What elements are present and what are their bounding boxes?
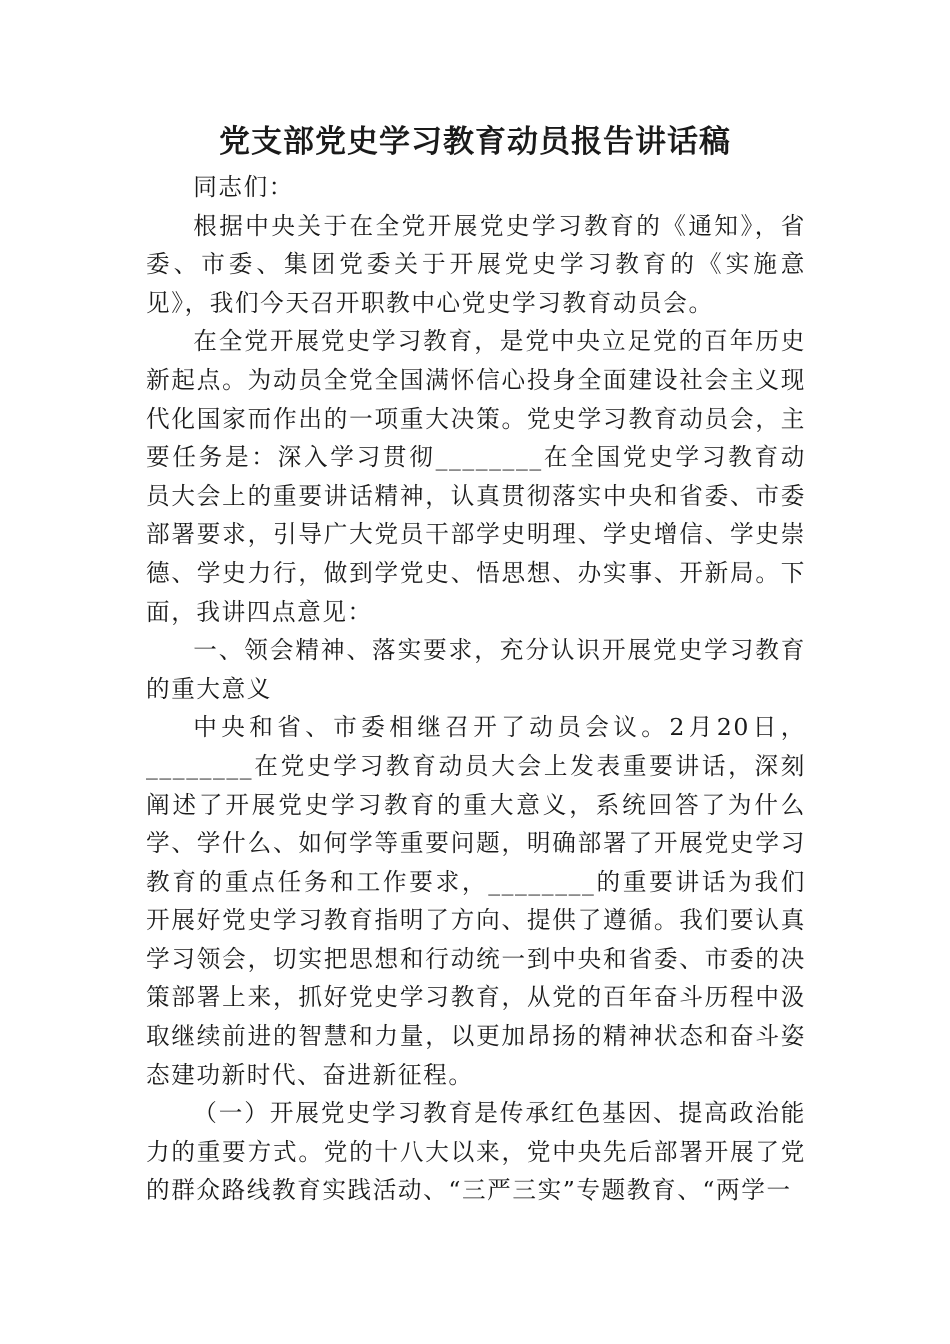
paragraph-subsection-1: （一）开展党史学习教育是传承红色基因、提高政治能力的重要方式。党的十八大以来，党中央先后部署开展了党的群众路线教育实践活动、“三严三实”专题教育、“两学一 bbox=[146, 1099, 806, 1205]
document-title: 党支部党史学习教育动员报告讲话稿 bbox=[219, 124, 731, 160]
section-heading-1: 一、领会精神、落实要求，充分认识开展党史学习教育的重大意义 bbox=[146, 636, 806, 703]
paragraph-intro: 根据中央关于在全党开展党史学习教育的《通知》，省委、市委、集团党委关于开展党史学习教育的《实施意见》，我们今天召开职教中心党史学习教育动员会。 bbox=[146, 211, 806, 317]
salutation: 同志们： bbox=[193, 173, 294, 201]
document-body bbox=[146, 168, 806, 1210]
paragraph-significance: 在全党开展党史学习教育，是党中央立足党的百年历史新起点。为动员全党全国满怀信心投身全面建设社会主义现代化国家而作出的一项重大决策。党史学习教育动员会，主要任务是：深入学习贯彻________在全国党史学习教育动员大会上的重要讲话精神，认真贯彻落实中央和省委、市委部署要求，引导广大党员干部学史明理、学史增信、学史崇德、学史力行，做到学党史、悟思想、办实事、开新局。下面，我讲四点意见： bbox=[146, 327, 806, 626]
paragraph-meeting: 中央和省、市委相继召开了动员会议。2月20日，________在党史学习教育动员大会上发表重要讲话，深刻阐述了开展党史学习教育的重大意义，系统回答了为什么学、学什么、如何学等重要问题，明确部署了开展党史学习教育的重点任务和工作要求，________的重要讲话为我们开展好党史学习教育指明了方向、提供了遵循。我们要认真学习领会，切实把思想和行动统一到中央和省委、市委的决策部署上来，抓好党史学习教育，从党的百年奋斗历程中汲取继续前进的智慧和力量，以更加昂扬的精神状态和奋斗姿态建功新时代、奋进新征程。 bbox=[146, 713, 806, 1089]
